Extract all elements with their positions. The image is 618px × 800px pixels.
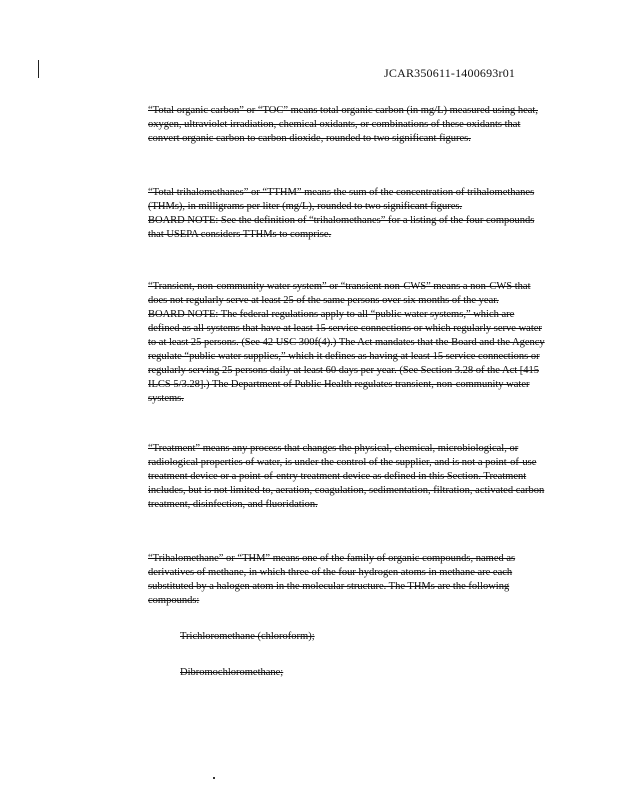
definition-text: “Treatment” means any process that changes the physical, chemical, microbiological, or radiological properties of water, is under the control of the supplier, and is not a point-of-use treatment device or a point-of-entry treatment device as defined in this Section. Treatment includes, but is not limited to, aeration, coagulation, sedimentation, filtration, activated carbon treatment, disinfection, and fluoridation. [148,443,545,510]
definition-trihalomethane [148,552,546,608]
definition-text: “Total trihalomethanes” or “TTHM” means the sum of the concentration of trihalomethanes (THMs), in milligrams per liter (mg/L), rounded to two significant figures. [148,187,535,212]
compound-item: Trichloromethane (chloroform); [180,631,315,642]
definition-toc [148,104,546,146]
definition-text: “Transient, non-community water system” or “transient non-CWS” means a non-CWS that does not regularly serve at least 25 of the same persons over six months of the year. [148,281,531,306]
compound-item: Dibromochloromethane; [180,667,284,678]
page-mark [213,777,215,779]
document-id: JCAR350611-1400693r01 [384,66,516,80]
definition-transient-ncws [148,280,546,406]
board-note: BOARD NOTE: The federal regulations apply to all “public water systems,” which are defined as all systems that have at least 15 service connections or which regularly serve water to at least 25 persons. (See 42 USC 300f(4).) The Act mandates that the Board and the Agency regulate “public water supplies,” which it defines as having at least 15 service connections or regularly serving 25 persons daily at least 60 days per year. (See Section 3.28 of the Act [415 ILCS 5/3.28].) The Department of Public Health regulates transient, non-community water systems. [148,309,545,404]
definition-tthm [148,186,546,242]
board-note: BOARD NOTE: See the definition of “trihalomethanes” for a listing of the four compounds that USEPA considers TTHMs to comprise. [148,215,535,240]
definition-text: “Total organic carbon” or “TOC” means total organic carbon (in mg/L) measured using heat, oxygen, ultraviolet irradiation, chemical oxidants, or combinations of these oxidants that convert organic carbon to carbon dioxide, rounded to two significant figures. [148,105,538,144]
margin-change-bar [38,60,39,78]
definition-treatment [148,442,546,512]
definition-text: “Trihalomethane” or “THM” means one of the family of organic compounds, named as derivatives of methane, in which three of the four hydrogen atoms in methane are each substituted by a halogen atom in the molecular structure. The THMs are the following compounds: [148,553,516,606]
